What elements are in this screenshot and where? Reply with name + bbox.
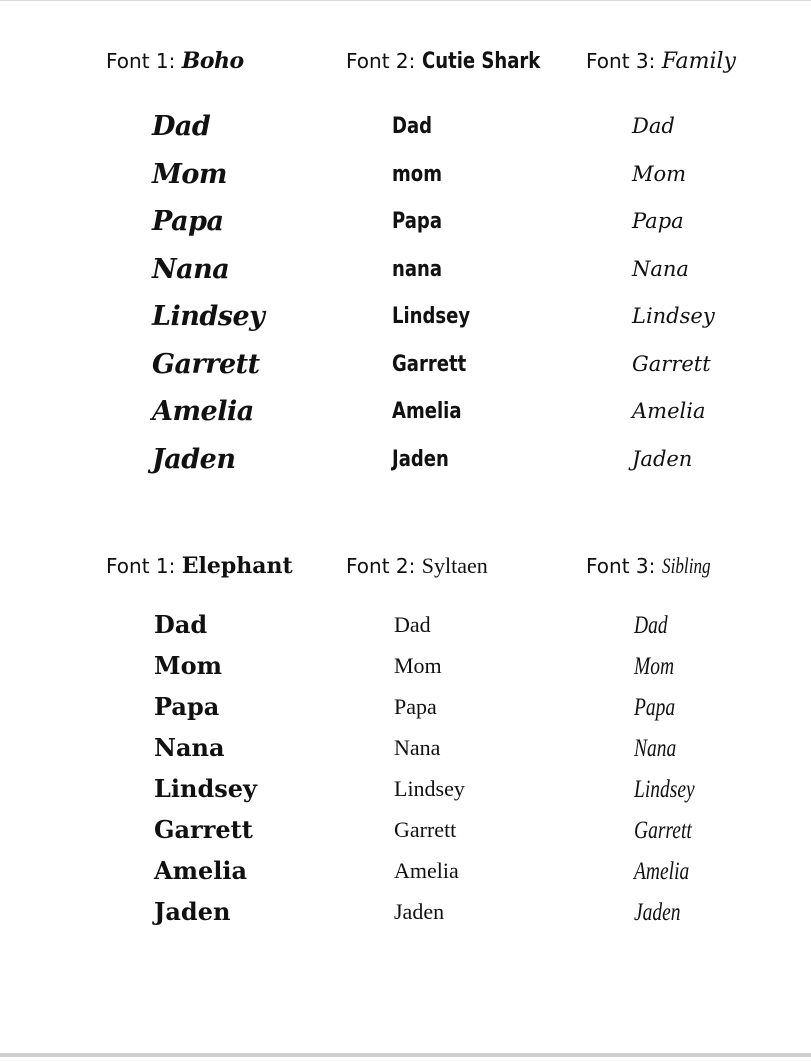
list-item: Dad: [154, 610, 208, 639]
font-column-sibling: [586, 546, 724, 926]
list-item: Jaden: [392, 446, 449, 472]
list-item: mom: [392, 161, 442, 187]
font-column-cutie-shark: [346, 41, 566, 472]
list-item: Jaden: [152, 443, 236, 475]
font-header: [586, 41, 736, 81]
font-column-boho: [106, 41, 265, 475]
font-header: [346, 546, 488, 586]
list-item: Garrett: [154, 815, 253, 844]
font-name: Boho: [181, 48, 244, 74]
list-item: Papa: [634, 694, 676, 721]
list-item: Lindsey: [392, 304, 471, 329]
font-label: Font 1:: [106, 554, 176, 578]
list-item: Papa: [154, 692, 220, 721]
list-item: Dad: [392, 114, 433, 139]
list-item: Mom: [394, 653, 442, 678]
list-item: Garrett: [634, 817, 692, 844]
name-list: [152, 103, 264, 483]
list-item: Papa: [152, 206, 224, 237]
font-name: Elephant: [181, 553, 293, 579]
list-item: Lindsey: [154, 774, 257, 803]
list-item: Nana: [632, 256, 689, 281]
font-header: [346, 41, 566, 81]
font-column-syltaen: [346, 546, 488, 924]
name-list: [634, 604, 712, 932]
list-item: Jaden: [154, 897, 231, 926]
list-item: Papa: [394, 694, 437, 719]
list-item: Dad: [634, 612, 668, 639]
font-name: Sibling: [661, 553, 711, 578]
list-item: Garrett: [394, 817, 457, 842]
font-header: [586, 546, 724, 586]
list-item: Mom: [634, 653, 675, 680]
list-item: Amelia: [152, 396, 254, 427]
font-label: Font 2:: [346, 554, 416, 578]
list-item: Jaden: [632, 446, 693, 471]
font-name: Cutie Shark: [421, 49, 541, 74]
name-list: [394, 604, 465, 932]
list-item: Nana: [154, 733, 225, 762]
font-label: Font 3:: [586, 49, 656, 73]
name-list: [392, 103, 487, 483]
font-label: Font 1:: [106, 49, 176, 73]
list-item: Garrett: [152, 348, 260, 380]
list-item: Mom: [152, 158, 227, 190]
list-item: Nana: [394, 735, 441, 760]
font-label: Font 3:: [586, 554, 656, 578]
name-list: [632, 103, 715, 483]
list-item: Garrett: [392, 351, 467, 377]
list-item: Papa: [392, 209, 443, 234]
list-item: Amelia: [394, 858, 459, 883]
list-item: Jaden: [394, 899, 445, 924]
font-name: Syltaen: [421, 553, 488, 578]
list-item: Amelia: [392, 399, 462, 424]
list-item: Lindsey: [152, 301, 265, 332]
font-name: Family: [661, 49, 736, 74]
list-item: Garrett: [632, 351, 711, 376]
list-item: Nana: [152, 253, 230, 285]
font-column-family: [586, 41, 736, 471]
font-header: [106, 546, 293, 586]
list-item: Mom: [632, 161, 687, 186]
list-item: Mom: [154, 651, 222, 680]
font-header: [106, 41, 244, 81]
font-label: Font 2:: [346, 49, 416, 73]
list-item: Papa: [632, 209, 684, 233]
list-item: Lindsey: [394, 776, 465, 801]
list-item: Lindsey: [632, 304, 715, 328]
name-list: [154, 604, 257, 932]
list-item: Lindsey: [634, 776, 695, 803]
font-column-elephant: [106, 546, 293, 926]
list-item: Dad: [632, 114, 675, 138]
list-item: Jaden: [634, 899, 681, 926]
list-item: Amelia: [634, 858, 690, 885]
list-item: Dad: [152, 111, 211, 142]
list-item: Amelia: [632, 399, 706, 423]
list-item: Amelia: [154, 856, 248, 885]
list-item: nana: [392, 256, 443, 282]
list-item: Nana: [634, 735, 677, 762]
list-item: Dad: [394, 612, 431, 637]
